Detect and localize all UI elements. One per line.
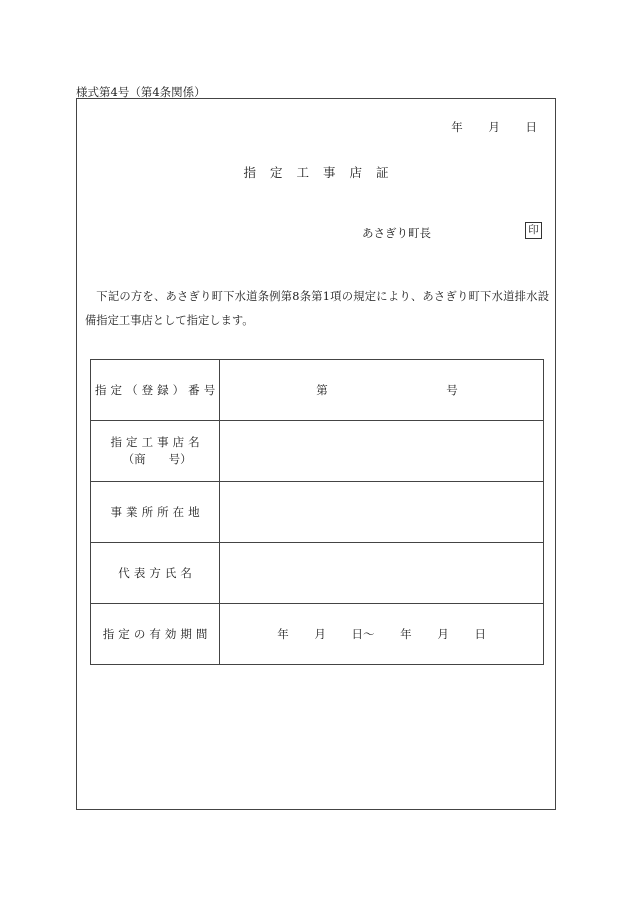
issuer-name: あさぎり町長 [362,226,431,240]
registration-number-value[interactable] [220,360,544,421]
label-representative-name: 代表方氏名 [118,565,196,580]
row-label [91,543,220,604]
issue-date: 年 月 日 [451,120,537,134]
contractor-name-value[interactable] [220,421,544,482]
number-suffix: 号 [446,383,458,397]
row-label [91,421,220,482]
table-row [91,604,544,665]
seal-mark: 印 [525,222,542,239]
label-contractor-name: 指定工事店名 [110,435,204,449]
certification-statement: 下記の方を、あさぎり町下水道条例第8条第1項の規定により、あさぎり町下水道排水設備指定工事店として指定します。 [85,290,549,327]
table-row [91,543,544,604]
row-label [91,482,220,543]
representative-name-value[interactable] [220,543,544,604]
document-title: 指定工事店証 [243,165,403,180]
row-label [91,604,220,665]
label-validity-period: 指定の有効期間 [102,626,212,641]
label-trade-name: （商 号） [122,452,192,466]
label-office-address: 事業所所在地 [110,504,204,519]
office-address-value[interactable] [220,482,544,543]
certificate-frame [76,98,556,810]
row-label [91,360,220,421]
form-number-label: 様式第4号（第4条関係） [76,85,206,99]
certificate-table [90,359,544,665]
table-row [91,360,544,421]
table-row [91,421,544,482]
label-registration-number: 指定（登録）番号 [95,382,220,397]
number-prefix: 第 [316,383,328,397]
validity-period-value[interactable]: 年 月 日〜 年 月 日 [220,604,544,665]
table-row [91,482,544,543]
